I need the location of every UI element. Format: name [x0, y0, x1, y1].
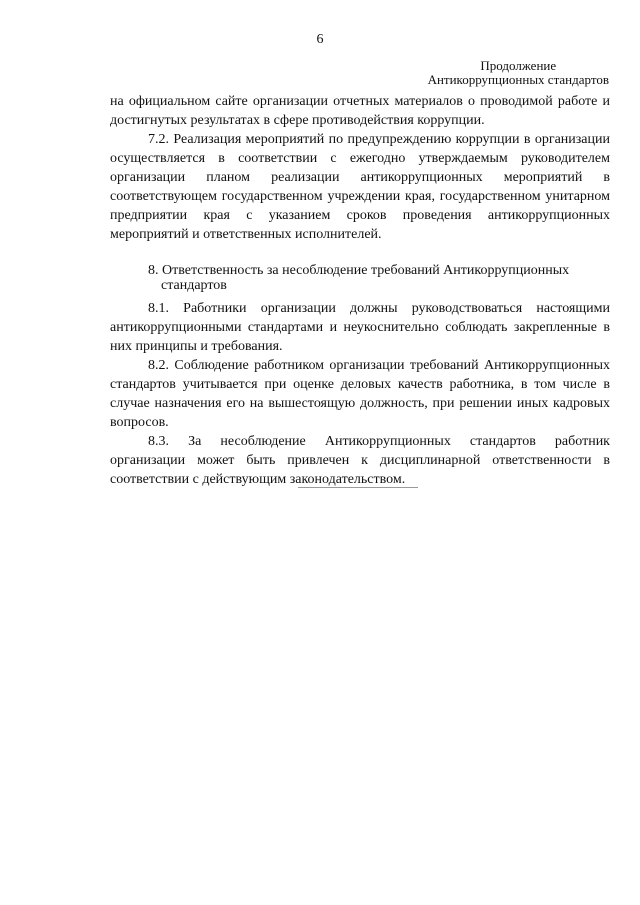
paragraph-7-1-continued: на официальном сайте организации отчетных материалов о проводимой работе и достигнутых результатах в сфере противодействия коррупции.: [110, 94, 610, 128]
end-divider: [298, 487, 418, 488]
paragraph-7-2: 7.2. Реализация мероприятий по предупреждению коррупции в организации осуществляется в соответствии с ежегодно утверждаемым руководителем организации планом реализации антикоррупционных мероприятий в соответствующем государственном учреждении края, государственном унитарном предприятии края с указанием сроков проведения антикоррупционных мероприятий и ответственных исполнителей.: [110, 132, 610, 242]
continuation-document-title: Антикоррупционных стандартов: [427, 72, 609, 87]
section-8-heading-line1: 8. Ответственность за несоблюдение требований Антикоррупционных: [148, 263, 570, 278]
page-number: 6: [316, 32, 324, 47]
section-8-heading: [148, 263, 610, 293]
document-body: [110, 92, 610, 489]
paragraph-8-1: 8.1. Работники организации должны руководствоваться настоящими антикоррупционными стандартами и неукоснительно соблюдать закрепленные в них принципы и требования.: [110, 301, 610, 354]
paragraph-8-2: 8.2. Соблюдение работником организации требований Антикоррупционных стандартов учитывается при оценке деловых качеств работника, в том числе в случае назначения его на вышестоящую должность, при решении иных кадровых вопросов.: [110, 358, 610, 430]
continuation-header: [428, 59, 609, 87]
section-8-heading-line2: стандартов: [161, 278, 227, 293]
paragraph-8-3: 8.3. За несоблюдение Антикоррупционных стандартов работник организации может быть привлечен к дисциплинарной ответственности в соответствии с действующим законодательством.: [110, 434, 610, 487]
continuation-label: Продолжение: [480, 58, 557, 73]
